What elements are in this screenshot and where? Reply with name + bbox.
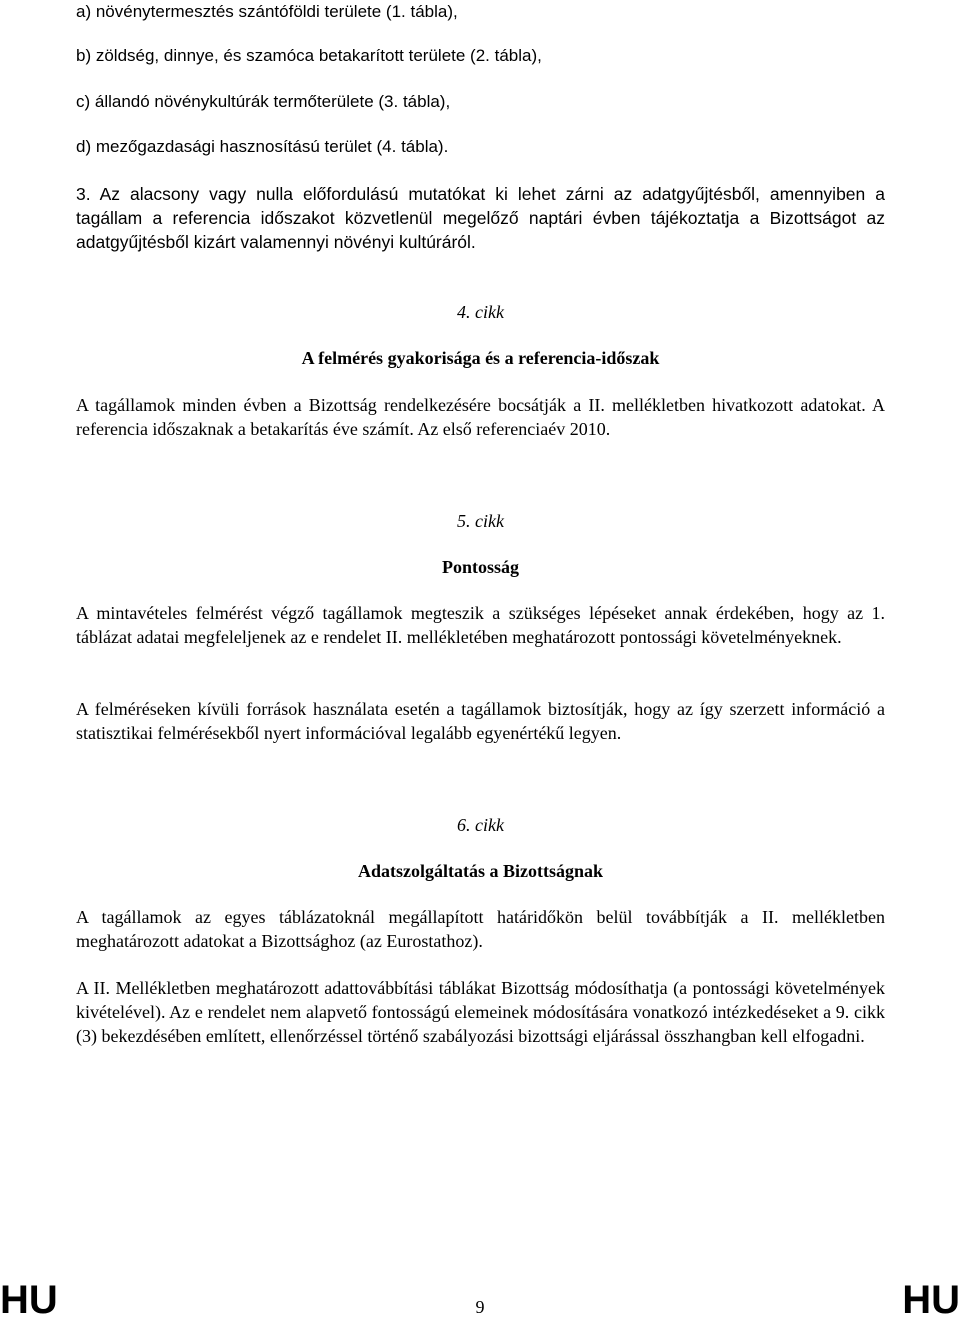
paragraph-3: 3. Az alacsony vagy nulla előfordulású mutatókat ki lehet zárni az adatgyűjtésből, amennyiben a tagállam a referencia időszakot közvetlenül megelőző naptári évben tájékoztatja a Bizottságot az adatgyűjtésből kizárt valamennyi növényi kultúráról. [76,184,885,252]
footer-language-code-left: HU [0,1278,58,1322]
article-6-paragraph-2: A II. Mellékletben meghatározott adattovábbítási táblákat Bizottság módosíthatja (a pontossági követelmények kivételével). Az e rendelet nem alapvető fontosságú elemeinek módosítására vonatkozó intézkedéseket a 9. cikk (3) bekezdésében említett, ellenőrzéssel történő szabályozási bizottsági eljárással összhangban kell elfogadni. [76,978,885,1046]
article-6-paragraph-1: A tagállamok az egyes táblázatoknál megállapított határidőkön belül továbbítják a II. mellékletben meghatározott adatokat a Bizottsághoz (az Eurostathoz). [76,907,885,951]
article-4-paragraph: A tagállamok minden évben a Bizottság rendelkezésére bocsátják a II. mellékletben hivatkozott adatokat. A referencia időszaknak a betakarítás éve számít. Az első referenciaév 2010. [76,395,885,439]
article-4-title: A felmérés gyakorisága és a referencia-időszak [301,348,660,368]
article-5-paragraph-2: A felméréseken kívüli források használata esetén a tagállamok biztosítják, hogy az így szerzett információ a statisztikai felmérésekből nyert információval legalább egyenértékű legyen. [76,699,885,743]
article-4-number: 4. cikk [457,302,504,322]
article-5-number: 5. cikk [457,511,504,531]
list-item: c) állandó növénykultúrák termőterülete (3. tábla), [76,92,451,111]
page-number: 9 [475,1297,485,1317]
list-item: a) növénytermesztés szántóföldi területe (1. tábla), [76,2,458,21]
footer-language-code-right: HU [902,1278,960,1322]
article-6-number: 6. cikk [457,815,504,835]
list-item: b) zöldség, dinnye, és szamóca betakarított területe (2. tábla), [76,46,542,65]
article-5-title: Pontosság [441,557,519,577]
article-5-paragraph-1: A mintavételes felmérést végző tagállamok megteszik a szükséges lépéseket annak érdekében, hogy az 1. táblázat adatai megfeleljenek az e rendelet II. mellékletében meghatározott pontossági követelményeknek. [76,603,885,647]
article-6-title: Adatszolgáltatás a Bizottságnak [357,861,603,881]
list-item: d) mezőgazdasági hasznosítású terület (4. tábla). [76,137,449,156]
